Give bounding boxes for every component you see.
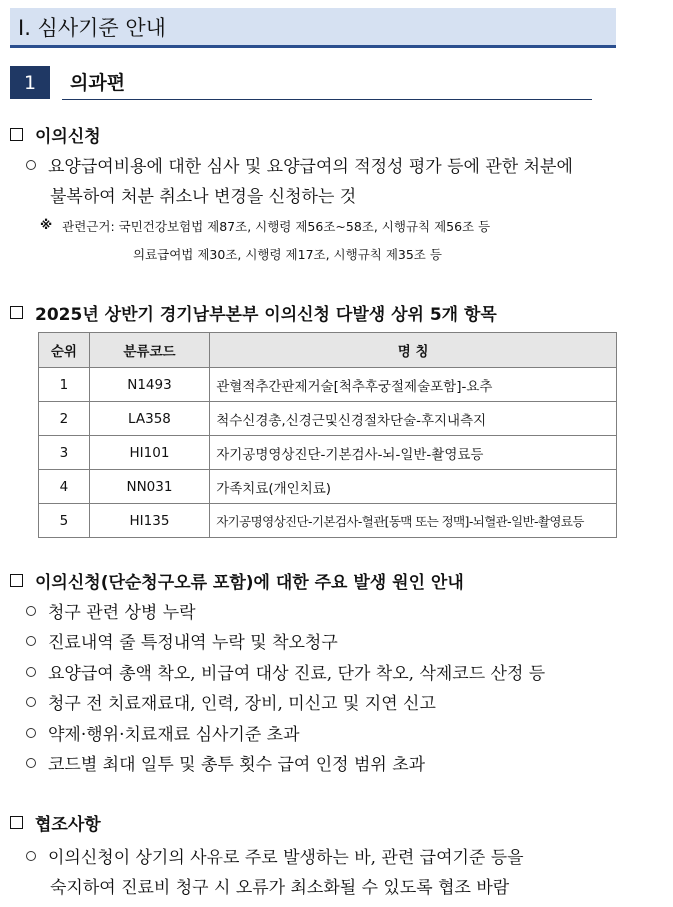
objection-heading xyxy=(10,122,101,147)
cause-text: 코드별 최대 일투 및 총투 횟수 급여 인정 범위 초과 xyxy=(48,755,426,775)
top5-heading-text: 2025년 상반기 경기남부본부 이의신청 다발생 상위 5개 항목 xyxy=(35,305,497,325)
cooperation-line1: 이의신청이 상기의 사유로 주로 발생하는 바, 관련 급여기준 등을 xyxy=(48,848,524,868)
cooperation-line2: 숙지하여 진료비 청구 시 오류가 최소화될 수 있도록 협조 바람 xyxy=(50,878,510,898)
chapter-title: Ⅰ. 심사기준 안내 xyxy=(18,15,166,40)
top5-heading xyxy=(10,300,497,325)
circle-bullet-icon xyxy=(26,636,36,646)
list-item xyxy=(26,659,545,684)
note-mark-icon: ※ xyxy=(40,217,53,232)
circle-bullet-icon xyxy=(26,160,36,170)
cause-text: 진료내역 줄 특정내역 누락 및 착오청구 xyxy=(48,633,338,653)
legal-basis-line2: 의료급여법 제30조, 시행령 제17조, 시행규칙 제35조 등 xyxy=(133,247,442,262)
causes-heading xyxy=(10,568,464,593)
rank-cell: 3 xyxy=(39,436,90,470)
cooperation-heading xyxy=(10,810,101,835)
circle-bullet-icon xyxy=(26,728,36,738)
circle-bullet-icon xyxy=(26,758,36,768)
legal-basis-line1: 관련근거: 국민건강보험법 제87조, 시행령 제56조~58조, 시행규칙 제56조 등 xyxy=(62,219,491,234)
table-row xyxy=(39,504,617,538)
circle-bullet-icon xyxy=(26,851,36,861)
list-item xyxy=(26,750,425,775)
list-item xyxy=(26,598,196,623)
list-item xyxy=(26,689,436,714)
circle-bullet-icon xyxy=(26,697,36,707)
table-row xyxy=(39,368,617,402)
objection-heading-text: 이의신청 xyxy=(35,127,101,147)
rank-cell: 4 xyxy=(39,470,90,504)
code-cell: N1493 xyxy=(89,368,209,402)
circle-bullet-icon xyxy=(26,667,36,677)
column-header-name: 명 칭 xyxy=(210,333,617,368)
causes-heading-text: 이의신청(단순청구오류 포함)에 대한 주요 발생 원인 안내 xyxy=(35,573,464,593)
legal-basis-note xyxy=(40,217,490,235)
cause-text: 청구 전 치료재료대, 인력, 장비, 미신고 및 지연 신고 xyxy=(48,694,436,714)
objection-definition-line2: 불복하여 처분 취소나 변경을 신청하는 것 xyxy=(50,187,357,207)
code-cell: HI135 xyxy=(89,504,209,538)
section-number-badge: 1 xyxy=(10,66,50,99)
name-cell: 자기공명영상진단-기본검사-혈관[동맥 또는 정맥]-뇌혈관-일반-촬영료등 xyxy=(210,504,617,538)
code-cell: NN031 xyxy=(89,470,209,504)
square-bullet-icon xyxy=(10,574,23,587)
name-cell: 가족치료(개인치료) xyxy=(210,470,617,504)
column-header-rank: 순위 xyxy=(39,333,90,368)
code-cell: HI101 xyxy=(89,436,209,470)
top5-table xyxy=(38,332,617,538)
circle-bullet-icon xyxy=(26,606,36,616)
name-cell: 척수신경총,신경근및신경절차단술-후지내측지 xyxy=(210,402,617,436)
chapter-header xyxy=(10,8,616,48)
section-underline xyxy=(62,99,592,100)
square-bullet-icon xyxy=(10,306,23,319)
cause-text: 청구 관련 상병 누락 xyxy=(48,603,196,623)
cause-text: 요양급여 총액 착오, 비급여 대상 진료, 단가 착오, 삭제코드 산정 등 xyxy=(48,664,546,684)
name-cell: 자기공명영상진단-기본검사-뇌-일반-촬영료등 xyxy=(210,436,617,470)
rank-cell: 5 xyxy=(39,504,90,538)
square-bullet-icon xyxy=(10,128,23,141)
objection-definition xyxy=(26,152,618,177)
section-title: 의과편 xyxy=(70,72,126,94)
objection-definition-line1: 요양급여비용에 대한 심사 및 요양급여의 적정성 평가 등에 관한 처분에 xyxy=(48,157,573,177)
rank-cell: 2 xyxy=(39,402,90,436)
square-bullet-icon xyxy=(10,816,23,829)
code-cell: LA358 xyxy=(89,402,209,436)
table-row xyxy=(39,470,617,504)
cooperation-heading-text: 협조사항 xyxy=(35,815,101,835)
name-cell: 관혈적추간판제거술[척추후궁절제술포함]-요추 xyxy=(210,368,617,402)
table-row xyxy=(39,402,617,436)
table-header-row xyxy=(39,333,617,368)
table-row xyxy=(39,436,617,470)
list-item xyxy=(26,628,338,653)
cooperation-item xyxy=(26,843,524,868)
list-item xyxy=(26,720,300,745)
column-header-code: 분류코드 xyxy=(89,333,209,368)
cause-text: 약제·행위·치료재료 심사기준 초과 xyxy=(48,725,300,745)
rank-cell: 1 xyxy=(39,368,90,402)
